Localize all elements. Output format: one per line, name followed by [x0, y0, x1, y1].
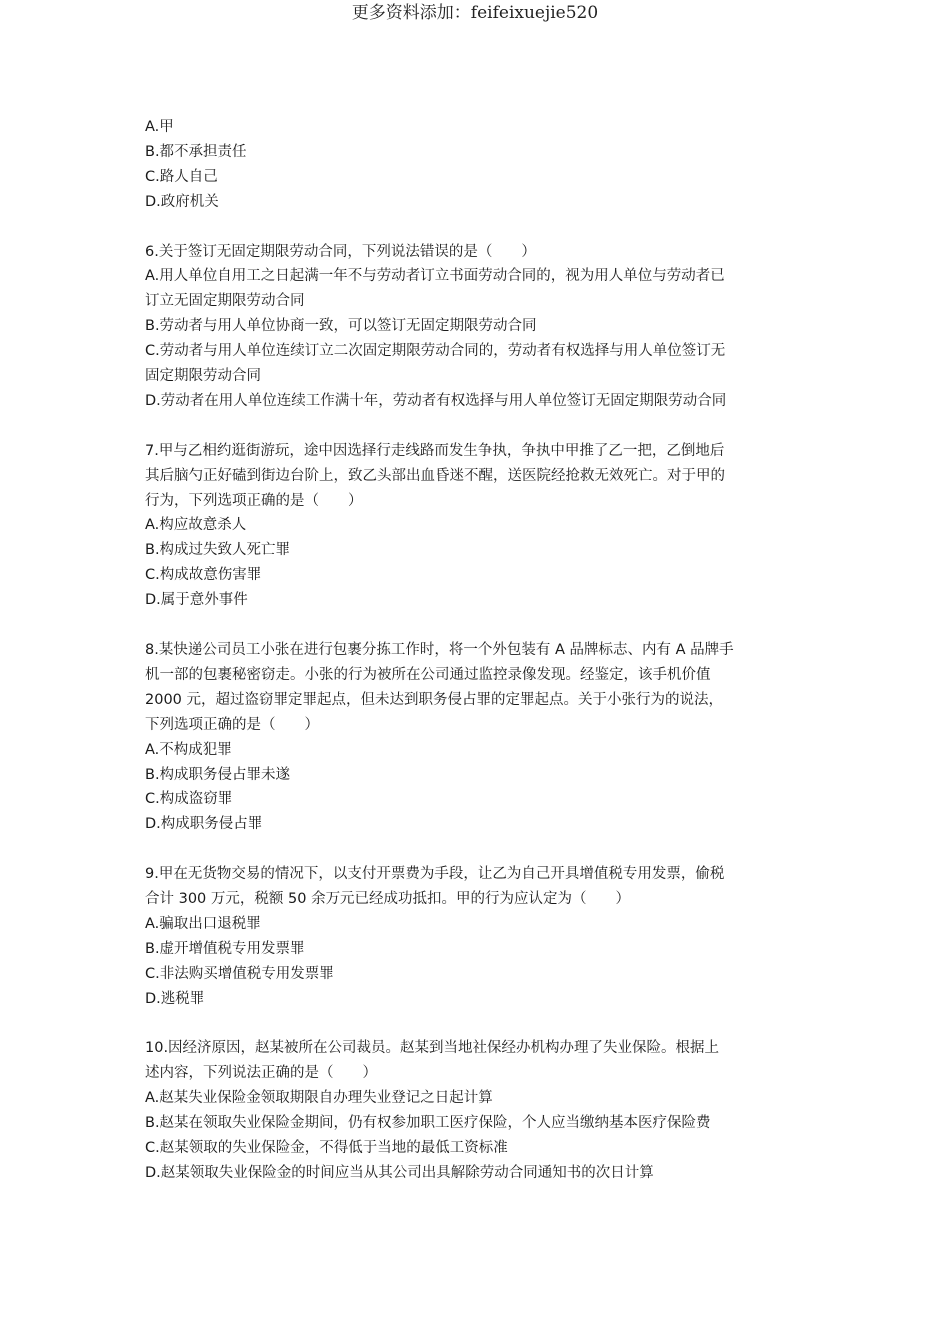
option-c: C.构成盗窃罪	[145, 791, 233, 808]
question-stem: 行为，下列选项正确的是（ ）	[145, 492, 363, 509]
question-10	[145, 1036, 810, 1185]
option-b: B.虚开增值税专用发票罪	[145, 940, 305, 957]
question-stem: 10.因经济原因，赵某被所在公司裁员。赵某到当地社保经办机构办理了失业保险。根据上	[145, 1040, 720, 1057]
option-a: A.构应故意杀人	[145, 517, 247, 534]
question-stem: 7.甲与乙相约逛街游玩，途中因选择行走线路而发生争执，争执中甲推了乙一把，乙倒地后	[145, 442, 725, 459]
question-7	[145, 439, 810, 613]
option-d: D.政府机关	[145, 193, 219, 210]
option-a: A.用人单位自用工之日起满一年不与劳动者订立书面劳动合同的，视为用人单位与劳动者已	[145, 268, 725, 285]
question-stem: 机一部的包裹秘密窃走。小张的行为被所在公司通过监控录像发现。经鉴定，该手机价值	[145, 666, 711, 683]
option-a: A.骗取出口退税罪	[145, 915, 261, 932]
option-d: D.逃税罪	[145, 990, 205, 1007]
question-stem: 9.甲在无货物交易的情况下，以支付开票费为手段，让乙为自己开具增值税专用发票，偷税	[145, 866, 725, 883]
option-c: C.非法购买增值税专用发票罪	[145, 965, 334, 982]
option-c: C.路人自己	[145, 168, 218, 185]
option-b: B.都不承担责任	[145, 143, 247, 160]
option-d: D.赵某领取失业保险金的时间应当从其公司出具解除劳动合同通知书的次日计算	[145, 1164, 654, 1181]
option-d: D.属于意外事件	[145, 592, 248, 609]
option-a: A.甲	[145, 119, 174, 135]
question-stem: 述内容，下列说法正确的是（ ）	[145, 1065, 377, 1082]
option-d: D.构成职务侵占罪	[145, 816, 263, 833]
question-8	[145, 638, 810, 837]
question-stem: 6.关于签订无固定期限劳动合同，下列说法错误的是（ ）	[145, 243, 536, 260]
question-5-options	[145, 115, 810, 215]
option-a-continued: 订立无固定期限劳动合同	[145, 293, 305, 310]
option-b: B.劳动者与用人单位协商一致，可以签订无固定期限劳动合同	[145, 318, 537, 335]
option-a: A.赵某失业保险金领取期限自办理失业登记之日起计算	[145, 1090, 493, 1107]
option-b: B.赵某在领取失业保险金期间，仍有权参加职工医疗保险，个人应当缴纳基本医疗保险费	[145, 1115, 711, 1132]
question-9	[145, 862, 810, 1011]
question-stem: 下列选项正确的是（ ）	[145, 716, 319, 733]
question-list	[145, 115, 810, 1186]
option-c-continued: 固定期限劳动合同	[145, 368, 261, 385]
option-b: B.构成职务侵占罪未遂	[145, 766, 291, 783]
option-c: C.劳动者与用人单位连续订立二次固定期限劳动合同的，劳动者有权选择与用人单位签订无	[145, 343, 726, 360]
page-header: 更多资料添加：feifeixuejie520	[351, 3, 599, 23]
option-d: D.劳动者在用人单位连续工作满十年，劳动者有权选择与用人单位签订无固定期限劳动合同	[145, 392, 727, 409]
question-stem: 其后脑勺正好磕到街边台阶上，致乙头部出血昏迷不醒，送医院经抢救无效死亡。对于甲的	[145, 467, 725, 484]
option-b: B.构成过失致人死亡罪	[145, 542, 291, 559]
question-stem: 2000 元，超过盗窃罪定罪起点，但未达到职务侵占罪的定罪起点。关于小张行为的说法，	[145, 691, 724, 708]
question-stem: 合计 300 万元，税额 50 余万元已经成功抵扣。甲的行为应认定为（ ）	[145, 891, 631, 908]
question-stem: 8.某快递公司员工小张在进行包裹分拣工作时，将一个外包装有 A 品牌标志、内有 A 品牌手	[145, 641, 734, 658]
question-6	[145, 240, 810, 414]
option-a: A.不构成犯罪	[145, 741, 232, 758]
option-c: C.构成故意伤害罪	[145, 567, 262, 584]
option-c: C.赵某领取的失业保险金，不得低于当地的最低工资标准	[145, 1140, 508, 1157]
